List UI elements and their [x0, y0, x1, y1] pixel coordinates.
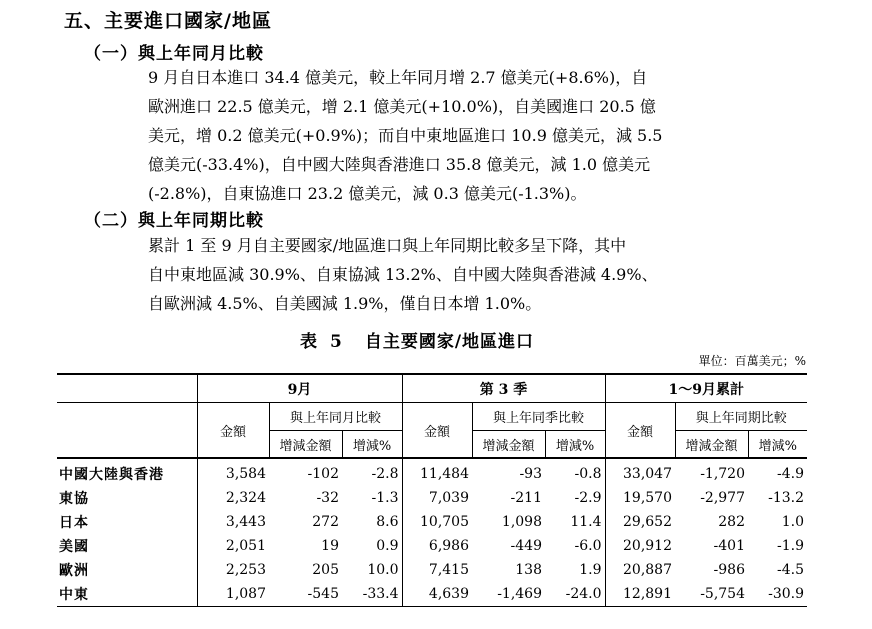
cell: 2,051: [197, 534, 269, 558]
table-row: [57, 486, 807, 510]
cell: -2.9: [574, 490, 602, 506]
cell: 10.0: [367, 562, 399, 578]
table-caption-number: 5: [330, 332, 343, 352]
cell: 20,887: [605, 558, 675, 582]
row-country: 中東: [57, 582, 197, 607]
cell: 1.0: [781, 514, 804, 530]
cell: 7,039: [402, 486, 472, 510]
header-pct: 增減%: [342, 431, 402, 459]
table-caption-title: 自主要國家/地區進口: [364, 332, 535, 352]
cell: -4.9: [777, 466, 804, 482]
header-blank: [57, 403, 197, 459]
paragraph-line: 自中東地區減 30.9%、自東協減 13.2%、自中國大陸與香港減 4.9%、: [148, 265, 658, 284]
cell: 12,891: [605, 582, 675, 607]
cell: 3,584: [197, 458, 269, 486]
cell: -32: [316, 490, 339, 506]
cell: 20,912: [605, 534, 675, 558]
header-compare: 與上年同期比較: [675, 403, 807, 431]
cell: 1,087: [197, 582, 269, 607]
header-compare: 與上年同月比較: [269, 403, 402, 431]
cell: -6.0: [574, 538, 602, 554]
cell: 8.6: [376, 514, 399, 530]
cell: -0.8: [574, 466, 602, 482]
header-change: 增減金額: [472, 431, 545, 459]
cell: -1.9: [777, 538, 804, 554]
cell: -986: [713, 562, 745, 578]
table-unit: 單位：百萬美元；%: [698, 354, 806, 368]
cell: 6,986: [402, 534, 472, 558]
table-row: [57, 458, 807, 486]
header-amount: 金額: [605, 403, 675, 459]
row-country: 日本: [59, 515, 89, 531]
header-group-ytd: 1～9月累計: [605, 374, 807, 403]
cell: -33.4: [342, 582, 402, 607]
header-row-groups: [57, 374, 807, 403]
cell: 19,570: [605, 486, 675, 510]
imports-table: [57, 373, 807, 607]
cell: 11.4: [570, 514, 602, 530]
table-row: [57, 534, 807, 558]
header-group-september: 9月: [197, 374, 402, 403]
cell: -24.0: [545, 582, 605, 607]
row-country: 東協: [59, 491, 89, 507]
cell: 10,705: [402, 510, 472, 534]
paragraph-line: 億美元(-33.4%)，自中國大陸與香港進口 35.8 億美元，減 1.0 億美元: [148, 155, 651, 174]
subsection-title-cumulative: （二）與上年同期比較: [84, 211, 264, 231]
cell: 2,253: [197, 558, 269, 582]
row-country: 美國: [59, 539, 89, 555]
cell: -102: [307, 466, 339, 482]
cell: -13.2: [768, 490, 804, 506]
header-row-compare: [57, 403, 807, 431]
cell: 1.9: [579, 562, 602, 578]
cell: -1,720: [700, 466, 745, 482]
cell: -2,977: [700, 490, 745, 506]
row-country: 歐洲: [59, 563, 89, 579]
header-change: 增減金額: [675, 431, 748, 459]
cell: 11,484: [402, 458, 472, 486]
header-change: 增減金額: [269, 431, 342, 459]
cell: -30.9: [748, 582, 807, 607]
cell: 3,443: [197, 510, 269, 534]
cell: 272: [312, 514, 339, 530]
paragraph-cumulative: [148, 231, 788, 318]
paragraph-monthly: [148, 63, 788, 208]
cell: -4.5: [777, 562, 804, 578]
paragraph-line: 累計 1 至 9 月自主要國家/地區進口與上年同期比較多呈下降，其中: [148, 236, 627, 255]
paragraph-line: 歐洲進口 22.5 億美元，增 2.1 億美元(+10.0%)，自美國進口 20.5 億: [148, 97, 656, 116]
paragraph-line: 美元，增 0.2 億美元(+0.9%)；而自中東地區進口 10.9 億美元，減 5.5: [148, 126, 663, 145]
table-row: [57, 582, 807, 607]
cell: 29,652: [605, 510, 675, 534]
subsection-title-monthly: （一）與上年同月比較: [84, 44, 264, 64]
table-caption: [300, 327, 534, 352]
cell: -93: [519, 466, 542, 482]
header-pct: 增減%: [748, 431, 807, 459]
cell: 19: [321, 538, 339, 554]
table-row: [57, 510, 807, 534]
cell: 205: [312, 562, 339, 578]
table-row: [57, 558, 807, 582]
header-group-q3: 第 3 季: [402, 374, 605, 403]
cell: -449: [510, 538, 542, 554]
cell: 4,639: [402, 582, 472, 607]
cell: 2,324: [197, 486, 269, 510]
header-amount: 金額: [197, 403, 269, 459]
cell: 282: [718, 514, 745, 530]
cell: -2.8: [371, 466, 399, 482]
cell: 1,098: [501, 514, 542, 530]
cell: 7,415: [402, 558, 472, 582]
paragraph-line: 自歐洲減 4.5%、自美國減 1.9%，僅自日本增 1.0%。: [148, 294, 542, 313]
cell: -1,469: [472, 582, 545, 607]
row-country: 中國大陸與香港: [59, 467, 164, 483]
header-pct: 增減%: [545, 431, 605, 459]
paragraph-line: 9 月自日本進口 34.4 億美元，較上年同月增 2.7 億美元(+8.6%)，自: [148, 68, 648, 87]
cell: -1.3: [371, 490, 399, 506]
cell: -211: [510, 490, 542, 506]
header-amount: 金額: [402, 403, 472, 459]
cell: 0.9: [376, 538, 399, 554]
table-caption-label: 表: [300, 332, 318, 352]
cell: 138: [515, 562, 542, 578]
header-blank: [57, 374, 197, 403]
paragraph-line: (-2.8%)，自東協進口 23.2 億美元，減 0.3 億美元(-1.3%)。: [148, 184, 587, 203]
cell: 33,047: [605, 458, 675, 486]
cell: -5,754: [675, 582, 748, 607]
cell: -545: [269, 582, 342, 607]
header-compare: 與上年同季比較: [472, 403, 605, 431]
cell: -401: [713, 538, 745, 554]
section-title: 五、主要進口國家/地區: [64, 10, 272, 32]
